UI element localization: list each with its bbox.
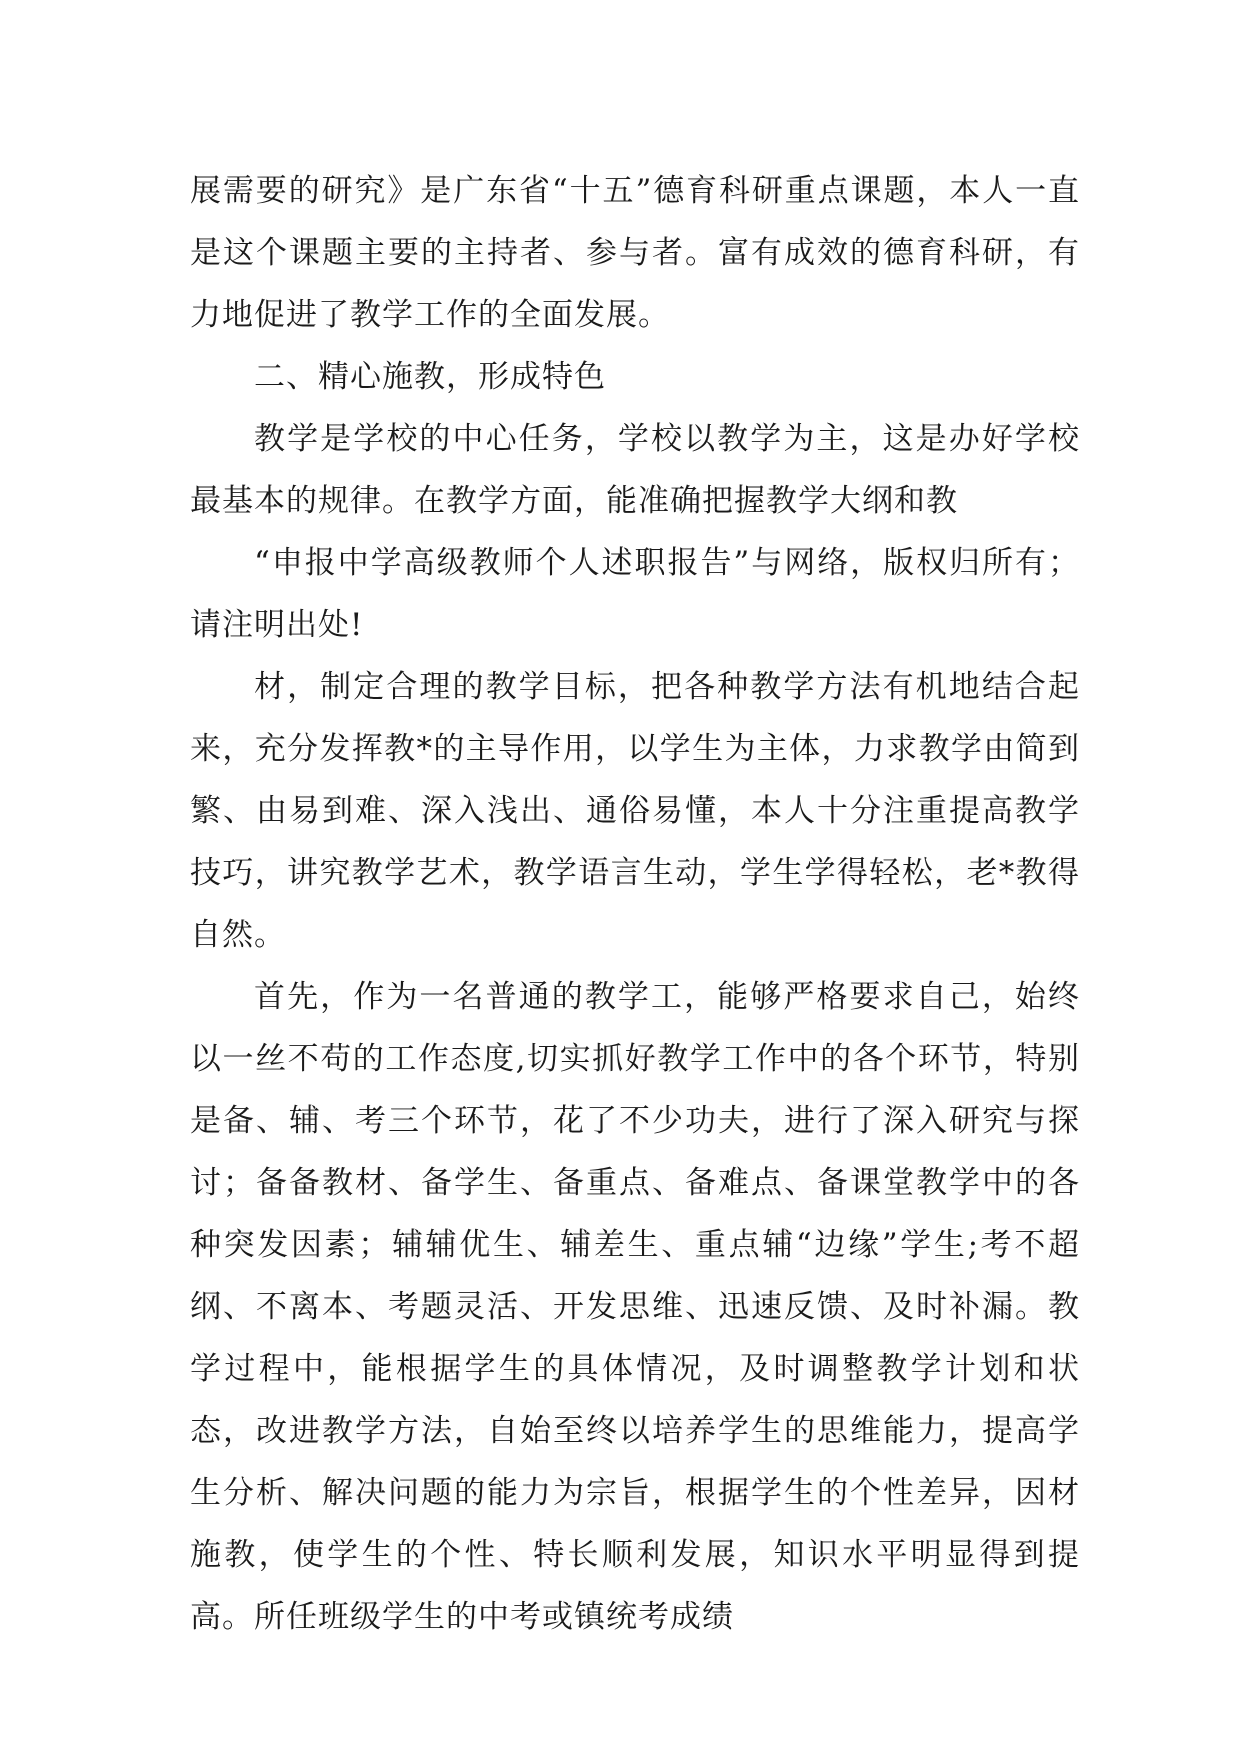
- paragraph-1: 展需要的研究》是广东省“十五”德育科研重点课题，本人一直是这个课题主要的主持者、参与者。富有成效的德育科研，有力地促进了教学工作的全面发展。: [190, 173, 1080, 333]
- section-heading: 二、精心施教，形成特色: [254, 359, 606, 395]
- paragraph-6: 首先，作为一名普通的教学工，能够严格要求自己，始终以一丝不苟的工作态度,切实抓好教学工作中的各个环节，特别是备、辅、考三个环节，花了不少功夫，进行了深入研究与探讨；备备教材、备学生、备重点、备难点、备课堂教学中的各种突发因素；辅辅优生、辅差生、重点辅“边缘”学生;考不超纲、不离本、考题灵活、开发思维、迅速反馈、及时补漏。教学过程中，能根据学生的具体情况，及时调整教学计划和状态，改进教学方法，自始至终以培养学生的思维能力，提高学生分析、解决问题的能力为宗旨，根据学生的个性差异，因材施教，使学生的个性、特长顺利发展，知识水平明显得到提高。所任班级学生的中考或镇统考成绩: [190, 979, 1080, 1635]
- paragraph-3: 教学是学校的中心任务，学校以教学为主，这是办好学校最基本的规律。在教学方面，能准确把握教学大纲和教: [190, 421, 1080, 519]
- copyright-notice: “申报中学高级教师个人述职报告”与网络，版权归所有；请注明出处!: [190, 545, 1080, 643]
- paragraph-5: 材，制定合理的教学目标，把各种教学方法有机地结合起来，充分发挥教*的主导作用，以学生为主体，力求教学由简到繁、由易到难、深入浅出、通俗易懂，本人十分注重提高教学技巧，讲究教学艺术，教学语言生动，学生学得轻松，老*教得自然。: [190, 669, 1080, 953]
- document-body: [190, 160, 1080, 1648]
